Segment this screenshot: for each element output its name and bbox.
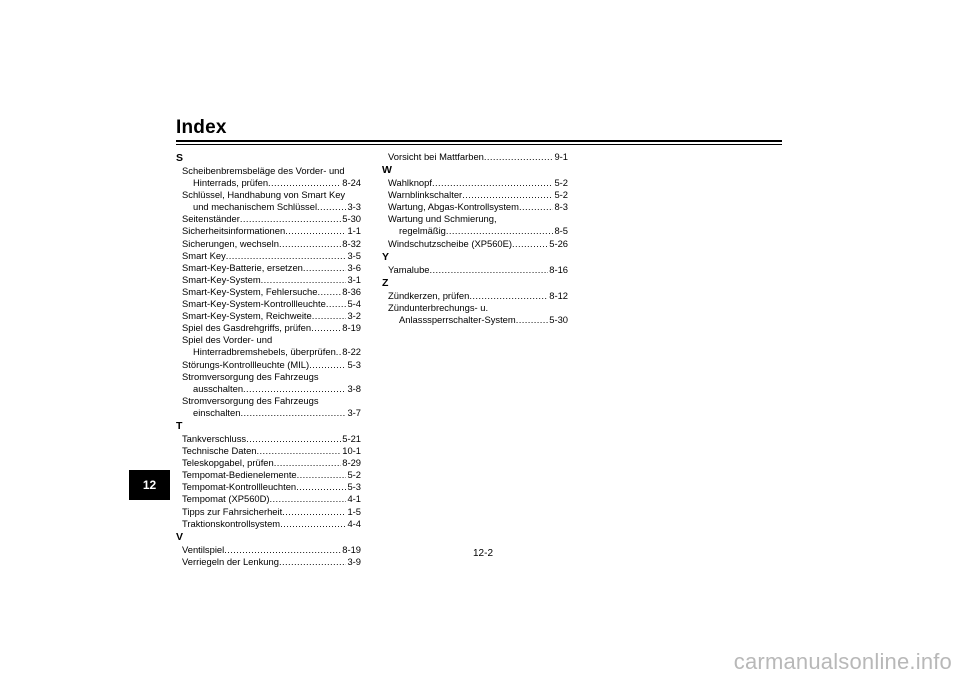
index-entry-label: Technische Daten [182,445,257,457]
index-entry-label: Tempomat-Bedienelemente [182,469,297,481]
index-entry-label: Smart-Key-System, Reichweite [182,310,312,322]
index-entry-label: Traktionskontrollsystem [182,517,281,529]
index-entry-label: Sicherungen, wechseln [182,237,279,249]
dot-leader [224,544,341,556]
index-entry [176,250,361,262]
index-entry-label: Windschutzscheibe (XP560E) [388,237,513,249]
index-entry [176,556,361,568]
index-entry-label: Smart-Key-System-Kontrollleuchte [182,298,326,310]
index-entry-label: Hinterradbremshebels, überprüfen [193,346,336,358]
index-entry-page: 8-16 [549,263,568,275]
index-entry [176,201,361,213]
index-entry-text: Wartung und Schmierung, [388,213,497,225]
dot-leader [312,310,347,322]
dot-leader [240,407,346,419]
index-letter-heading: S [176,152,184,164]
index-entry [176,481,361,493]
index-letter-heading: T [176,419,183,432]
index-entry [176,518,361,530]
index-entry [176,469,361,481]
index-entry-page: 3-7 [347,406,361,418]
index-entry-page: 10-1 [342,445,361,457]
index-letter-heading: Y [382,250,390,263]
index-entry-page: 5-30 [342,213,361,225]
dot-leader [430,264,549,276]
index-entry-label: Zündkerzen, prüfen [388,289,470,301]
index-entry-page: 5-2 [554,189,568,201]
index-entry-label: Verriegeln der Lenkung [182,555,279,567]
dot-leader [303,262,347,274]
index-entry-label: Smart-Key-System [182,273,261,285]
index-entry [382,290,568,302]
index-entry-page: 5-26 [549,237,568,249]
dot-leader [311,322,341,334]
index-entry-page: 8-22 [342,346,361,358]
index-entry-page: 3-3 [347,201,361,213]
index-entry-text: Stromversorgung des Fahrzeugs [182,370,319,382]
index-entry-page: 8-5 [554,225,568,237]
index-entry-text: Zündunterbrechungs- u. [388,301,489,313]
index-entry-label: Hinterrads, prüfen [193,177,269,189]
index-entry [176,213,361,225]
index-entry-text: Spiel des Vorder- und [182,334,273,346]
index-entry [176,298,361,310]
index-entry [176,433,361,445]
index-entry [382,238,568,250]
dot-leader [296,481,346,493]
page-title: Index [176,117,227,138]
index-entry-page: 4-1 [347,493,361,505]
index-entry [176,262,361,274]
chapter-tab: 12 [129,470,170,500]
index-entry [176,346,361,358]
dot-leader [274,457,342,469]
index-entry [176,359,361,371]
index-entry-page: 3-1 [347,273,361,285]
index-entry [176,506,361,518]
index-column-left [176,151,361,568]
index-entry-page: 3-6 [347,261,361,273]
index-entry [382,189,568,201]
index-entry-page: 5-3 [347,481,361,493]
index-entry [382,201,568,213]
index-entry-page: 1-1 [347,225,361,237]
index-entry-label: ausschalten [193,382,244,394]
index-entry-label: Wartung, Abgas-Kontrollsystem [388,201,519,213]
index-entry-page: 9-1 [554,151,568,162]
dot-leader [243,383,346,395]
index-entry-label: Wahlknopf [388,177,432,189]
index-entry-label: Smart Key [182,249,226,261]
index-entry-text: Scheibenbremsbeläge des Vorder- und [182,165,345,176]
index-column-right [382,151,568,326]
index-entry-page: 8-24 [342,177,361,189]
index-entry-label: Tipps zur Fahrsicherheit [182,505,283,517]
dot-leader [226,250,347,262]
index-entry-label: Teleskopgabel, prüfen [182,457,274,469]
dot-leader [309,359,346,371]
dot-leader [297,469,347,481]
index-entry-page: 8-19 [342,543,361,555]
index-entry-page: 3-5 [347,249,361,261]
dot-leader [462,189,553,201]
index-entry-label: Vorsicht bei Mattfarben [388,151,484,162]
index-entry-label: Smart-Key-System, Fehlersuche [182,285,318,297]
dot-leader [484,151,554,163]
index-entry-label: Tankverschluss [182,432,247,444]
index-entry-label: einschalten [193,406,241,418]
index-entry [176,225,361,237]
index-letter-heading: V [176,530,184,543]
index-entry-label: Smart-Key-Batterie, ersetzen [182,261,303,273]
dot-leader [317,201,346,213]
index-entry-page: 8-36 [342,285,361,297]
dot-leader [279,556,346,568]
dot-leader [240,213,341,225]
index-entry-label: Sicherheitsinformationen [182,225,286,237]
index-entry-page: 8-29 [342,457,361,469]
index-entry [382,314,568,326]
index-entry [176,322,361,334]
index-entry-page: 5-2 [347,469,361,481]
index-entry-page: 5-4 [347,298,361,310]
index-entry [382,225,568,237]
dot-leader [285,225,346,237]
dot-leader [257,445,342,457]
index-entry-label: Tempomat-Kontrollleuchten [182,481,297,493]
index-entry [382,151,568,163]
index-entry-page: 3-8 [347,382,361,394]
index-entry-text: Stromversorgung des Fahrzeugs [182,394,319,406]
index-entry [176,274,361,286]
index-entry-label: regelmäßig [399,225,446,237]
index-entry-page: 4-4 [347,517,361,529]
dot-leader [519,201,553,213]
index-entry [176,544,361,556]
index-entry-page: 8-12 [549,289,568,301]
index-entry-label: Yamalube [388,263,430,275]
dot-leader [317,286,341,298]
index-entry-label: Störungs-Kontrollleuchte (MIL) [182,358,310,370]
dot-leader [516,314,549,326]
header-rule-thick [176,140,782,142]
dot-leader [432,177,553,189]
index-entry [176,407,361,419]
index-entry-label: Warnblinkschalter [388,189,463,201]
index-entry [176,238,361,250]
watermark: carmanualsonline.info [733,649,952,674]
index-entry-label: Tempomat (XP560D) [182,493,270,505]
index-entry [176,457,361,469]
index-entry [176,445,361,457]
index-entry-label: Ventilspiel [182,543,225,555]
index-entry-label: Seitenständer [182,213,240,225]
index-entry [176,310,361,322]
index-entry [176,177,361,189]
index-entry [382,264,568,276]
index-entry-page: 3-9 [347,555,361,567]
dot-leader [246,433,341,445]
index-entry-label: Anlasssperrschalter-System [399,313,516,325]
index-entry [176,286,361,298]
dot-leader [282,506,346,518]
index-entry-page: 5-3 [347,358,361,370]
index-letter-heading: W [382,164,392,177]
index-entry-text: Schlüssel, Handhabung von Smart Key [182,189,346,201]
dot-leader [446,225,554,237]
index-entry-page: 1-5 [347,505,361,517]
dot-leader [261,274,347,286]
dot-leader [512,238,548,250]
dot-leader [279,238,341,250]
index-entry-page: 5-30 [549,313,568,325]
dot-leader [326,298,347,310]
index-entry-page: 5-21 [342,432,361,444]
index-entry-page: 8-19 [342,322,361,334]
index-entry [176,383,361,395]
index-entry-label: und mechanischem Schlüssel [193,201,318,213]
index-letter-heading: Z [382,276,389,289]
page-number: 12-2 [472,548,493,559]
index-entry [176,493,361,505]
index-entry [382,177,568,189]
dot-leader [270,493,347,505]
index-entry-page: 8-3 [554,201,568,213]
dot-leader [280,518,346,530]
index-entry-page: 8-32 [342,237,361,249]
dot-leader [268,177,341,189]
dot-leader [469,290,548,302]
index-entry-page: 5-2 [554,177,568,189]
header-rule-thin [176,144,782,145]
index-entry-label: Spiel des Gasdrehgriffs, prüfen [182,322,312,334]
index-entry-page: 3-2 [347,310,361,322]
